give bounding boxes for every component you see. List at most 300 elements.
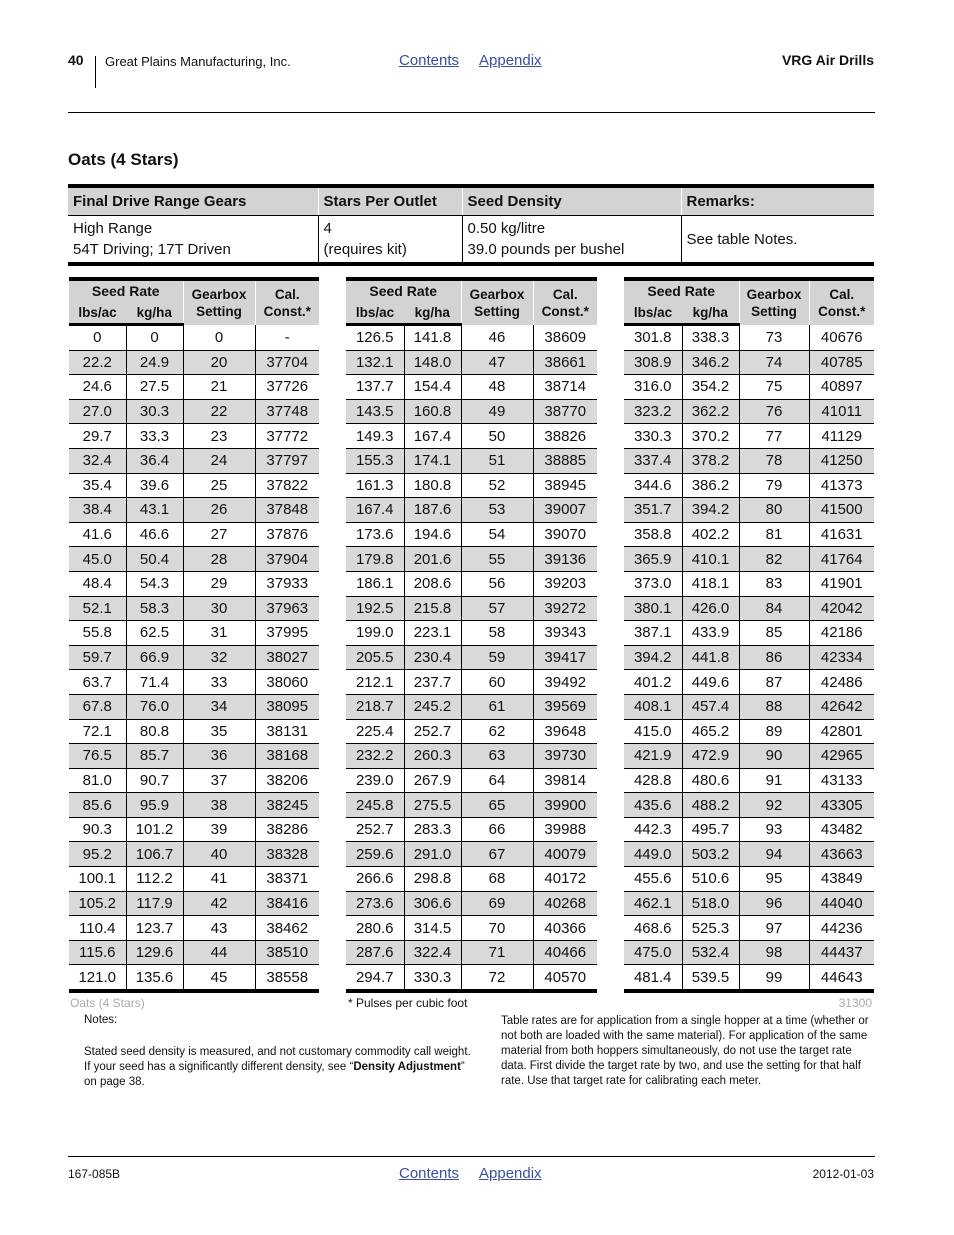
table-row — [69, 547, 319, 572]
cal-const-cell: 38095 — [255, 694, 319, 719]
table-row — [69, 670, 319, 695]
kg-ha-cell: 402.2 — [682, 522, 739, 547]
table-row — [69, 325, 319, 351]
gearbox-setting-cell: 30 — [183, 596, 255, 621]
gearbox-setting-cell: 98 — [739, 940, 809, 965]
kg-ha-cell: 237.7 — [404, 670, 461, 695]
gearbox-setting-cell: 33 — [183, 670, 255, 695]
gearbox-setting-cell: 81 — [739, 522, 809, 547]
cal-const-cell: 38945 — [533, 473, 597, 498]
gearbox-label: Gearbox — [746, 286, 802, 302]
table-row — [69, 793, 319, 818]
lbs-ac-cell: 212.1 — [346, 670, 404, 695]
cal-const-cell: 37904 — [255, 547, 319, 572]
table-row — [69, 350, 319, 375]
table-row — [69, 375, 319, 400]
kg-ha-cell: 433.9 — [682, 621, 739, 646]
gearbox-setting-cell: 31 — [183, 621, 255, 646]
kg-ha-cell: 135.6 — [126, 965, 183, 991]
product-title: VRG Air Drills — [781, 52, 874, 68]
kg-ha-cell: 426.0 — [682, 596, 739, 621]
kg-ha-cell: 76.0 — [126, 694, 183, 719]
gearbox-setting-cell: 32 — [183, 645, 255, 670]
cal-const-cell: 40897 — [809, 375, 874, 400]
cal-const-cell: 42486 — [809, 670, 874, 695]
cal-const-cell: 38558 — [255, 965, 319, 991]
table-row — [346, 547, 597, 572]
table-row — [69, 719, 319, 744]
kg-ha-cell: 0 — [126, 325, 183, 351]
gearbox-setting-cell: 22 — [183, 399, 255, 424]
summary-stars-cell — [318, 216, 462, 265]
summary-remarks-cell: See table Notes. — [681, 216, 874, 265]
kg-ha-cell: 418.1 — [682, 571, 739, 596]
gearbox-setting-cell: 79 — [739, 473, 809, 498]
kg-ha-cell: 123.7 — [126, 916, 183, 941]
table-row — [624, 498, 874, 523]
gearbox-setting-cell: 40 — [183, 842, 255, 867]
gearbox-setting-cell: 82 — [739, 547, 809, 572]
cal-const-cell: 40079 — [533, 842, 597, 867]
kg-ha-cell: 267.9 — [404, 768, 461, 793]
cal-const-cell: 44236 — [809, 916, 874, 941]
const-label: Const.* — [818, 303, 866, 319]
kg-ha-cell: 215.8 — [404, 596, 461, 621]
cal-const-cell: 40366 — [533, 916, 597, 941]
lbs-ac-cell: 167.4 — [346, 498, 404, 523]
gearbox-setting-cell: 74 — [739, 350, 809, 375]
gearbox-setting-cell: 73 — [739, 325, 809, 351]
kg-ha-cell: 354.2 — [682, 375, 739, 400]
kg-ha-header: kg/ha — [682, 301, 739, 325]
cal-const-cell: 39136 — [533, 547, 597, 572]
gearbox-setting-cell: 67 — [461, 842, 533, 867]
cal-const-header — [809, 279, 874, 325]
kg-ha-cell: 322.4 — [404, 940, 461, 965]
kg-ha-cell: 208.6 — [404, 571, 461, 596]
cal-const-cell: 39730 — [533, 744, 597, 769]
lbs-ac-cell: 41.6 — [69, 522, 126, 547]
kg-ha-cell: 532.4 — [682, 940, 739, 965]
cal-const-cell: 42042 — [809, 596, 874, 621]
cal-const-cell: 41901 — [809, 571, 874, 596]
kg-ha-cell: 201.6 — [404, 547, 461, 572]
lbs-ac-cell: 173.6 — [346, 522, 404, 547]
lbs-ac-cell: 449.0 — [624, 842, 682, 867]
kg-ha-cell: 503.2 — [682, 842, 739, 867]
summary-gears-cell — [68, 216, 318, 265]
table-row — [69, 424, 319, 449]
cal-const-cell: 37772 — [255, 424, 319, 449]
lbs-ac-header: lbs/ac — [69, 301, 126, 325]
lbs-ac-cell: 365.9 — [624, 547, 682, 572]
table-row — [69, 744, 319, 769]
table-row — [624, 424, 874, 449]
cal-label: Cal. — [274, 286, 300, 302]
kg-ha-cell: 129.6 — [126, 940, 183, 965]
lbs-ac-cell: 401.2 — [624, 670, 682, 695]
kg-ha-cell: 33.3 — [126, 424, 183, 449]
kg-ha-cell: 174.1 — [404, 448, 461, 473]
header-rule — [68, 112, 875, 113]
lbs-ac-cell: 442.3 — [624, 817, 682, 842]
summary-density-cell — [462, 216, 681, 265]
cal-const-cell: 41764 — [809, 547, 874, 572]
cal-const-cell: 40268 — [533, 891, 597, 916]
kg-ha-cell: 160.8 — [404, 399, 461, 424]
kg-ha-cell: 30.3 — [126, 399, 183, 424]
lbs-ac-cell: 387.1 — [624, 621, 682, 646]
notes-density-text-2: ” on page 38. — [84, 1061, 465, 1088]
gearbox-setting-cell: 91 — [739, 768, 809, 793]
table-row — [624, 571, 874, 596]
gearbox-setting-cell: 50 — [461, 424, 533, 449]
kg-ha-cell: 472.9 — [682, 744, 739, 769]
cal-const-cell: 38462 — [255, 916, 319, 941]
setting-label: Setting — [196, 303, 242, 319]
lbs-ac-cell: 199.0 — [346, 621, 404, 646]
cal-label: Cal. — [552, 286, 578, 302]
gearbox-setting-cell: 38 — [183, 793, 255, 818]
cal-const-cell: 39492 — [533, 670, 597, 695]
lbs-ac-cell: 232.2 — [346, 744, 404, 769]
lbs-ac-cell: 38.4 — [69, 498, 126, 523]
lbs-ac-cell: 330.3 — [624, 424, 682, 449]
kg-ha-cell: 39.6 — [126, 473, 183, 498]
kg-ha-cell: 314.5 — [404, 916, 461, 941]
lbs-ac-cell: 63.7 — [69, 670, 126, 695]
table-row — [69, 916, 319, 941]
kg-ha-cell: 370.2 — [682, 424, 739, 449]
cal-const-cell: 40785 — [809, 350, 874, 375]
cal-const-cell: 41250 — [809, 448, 874, 473]
cal-const-cell: 37797 — [255, 448, 319, 473]
cal-const-cell: 38416 — [255, 891, 319, 916]
gearbox-setting-cell: 76 — [739, 399, 809, 424]
gearbox-setting-cell: 37 — [183, 768, 255, 793]
seed-rate-header: Seed Rate — [346, 279, 461, 301]
kg-ha-cell: 275.5 — [404, 793, 461, 818]
lbs-ac-cell: 59.7 — [69, 645, 126, 670]
kg-ha-cell: 449.6 — [682, 670, 739, 695]
table-row — [69, 571, 319, 596]
cal-const-cell: 37822 — [255, 473, 319, 498]
table-row — [69, 473, 319, 498]
setting-label: Setting — [474, 303, 520, 319]
kg-ha-cell: 223.1 — [404, 621, 461, 646]
cal-const-header — [533, 279, 597, 325]
table-row — [346, 768, 597, 793]
lbs-ac-cell: 29.7 — [69, 424, 126, 449]
seed-rate-header: Seed Rate — [624, 279, 739, 301]
cal-label: Cal. — [829, 286, 855, 302]
density-adjustment-ref[interactable]: Density Adjustment — [353, 1061, 461, 1073]
lbs-ac-cell: 35.4 — [69, 473, 126, 498]
cal-const-cell: 41373 — [809, 473, 874, 498]
gearbox-setting-cell: 44 — [183, 940, 255, 965]
kg-ha-cell: 43.1 — [126, 498, 183, 523]
gearbox-setting-cell: 59 — [461, 645, 533, 670]
lbs-ac-cell: 121.0 — [69, 965, 126, 991]
density-line-1: 0.50 kg/litre — [467, 220, 546, 237]
table-row — [69, 842, 319, 867]
document-date: 2012-01-03 — [812, 1167, 874, 1181]
table-row — [624, 719, 874, 744]
lbs-ac-cell: 0 — [69, 325, 126, 351]
lbs-ac-cell: 316.0 — [624, 375, 682, 400]
cal-const-cell: 38826 — [533, 424, 597, 449]
table-row — [69, 768, 319, 793]
cal-const-cell: 37748 — [255, 399, 319, 424]
gearbox-setting-cell: 43 — [183, 916, 255, 941]
table-row — [69, 965, 319, 991]
table-row — [346, 793, 597, 818]
cal-const-cell: 39203 — [533, 571, 597, 596]
table-row — [69, 621, 319, 646]
gearbox-setting-header — [461, 279, 533, 325]
gearbox-setting-cell: 26 — [183, 498, 255, 523]
const-label: Const.* — [263, 303, 311, 319]
lbs-ac-cell: 192.5 — [346, 596, 404, 621]
lbs-ac-cell: 143.5 — [346, 399, 404, 424]
lbs-ac-cell: 55.8 — [69, 621, 126, 646]
pulses-footnote: * Pulses per cubic foot — [348, 996, 468, 1010]
lbs-ac-cell: 380.1 — [624, 596, 682, 621]
notes-density-text-1: Stated seed density is measured, and not customary commodity call weight. If your seed has a significantly different density, see “ — [84, 1046, 471, 1073]
gearbox-setting-cell: 83 — [739, 571, 809, 596]
table-row — [346, 522, 597, 547]
lbs-ac-cell: 462.1 — [624, 891, 682, 916]
kg-ha-cell: 54.3 — [126, 571, 183, 596]
table-row — [346, 448, 597, 473]
table-row — [624, 793, 874, 818]
lbs-ac-cell: 161.3 — [346, 473, 404, 498]
gearbox-setting-cell: 66 — [461, 817, 533, 842]
kg-ha-cell: 154.4 — [404, 375, 461, 400]
lbs-ac-cell: 415.0 — [624, 719, 682, 744]
gears-line-1: High Range — [73, 220, 153, 237]
appendix-link[interactable]: Appendix — [479, 52, 542, 69]
lbs-ac-cell: 245.8 — [346, 793, 404, 818]
lbs-ac-cell: 85.6 — [69, 793, 126, 818]
gearbox-setting-cell: 90 — [739, 744, 809, 769]
summary-header-remarks: Remarks: — [681, 186, 874, 216]
cal-const-cell: 44643 — [809, 965, 874, 991]
gearbox-setting-cell: 75 — [739, 375, 809, 400]
lbs-ac-cell: 90.3 — [69, 817, 126, 842]
lbs-ac-cell: 294.7 — [346, 965, 404, 991]
lbs-ac-cell: 421.9 — [624, 744, 682, 769]
lbs-ac-cell: 308.9 — [624, 350, 682, 375]
cal-const-cell: 38510 — [255, 940, 319, 965]
kg-ha-cell: 80.8 — [126, 719, 183, 744]
kg-ha-cell: 66.9 — [126, 645, 183, 670]
table-row — [346, 916, 597, 941]
kg-ha-cell: 362.2 — [682, 399, 739, 424]
lbs-ac-cell: 273.6 — [346, 891, 404, 916]
table-row — [346, 571, 597, 596]
cal-const-cell: 37963 — [255, 596, 319, 621]
lbs-ac-cell: 239.0 — [346, 768, 404, 793]
kg-ha-cell: 518.0 — [682, 891, 739, 916]
gearbox-setting-cell: 77 — [739, 424, 809, 449]
cal-const-cell: 39569 — [533, 694, 597, 719]
lbs-ac-cell: 186.1 — [346, 571, 404, 596]
cal-const-cell: 38885 — [533, 448, 597, 473]
notes-title: Notes: — [84, 1014, 118, 1026]
cal-const-cell: 38286 — [255, 817, 319, 842]
cal-const-cell: 43663 — [809, 842, 874, 867]
lbs-ac-cell: 110.4 — [69, 916, 126, 941]
contents-link[interactable]: Contents — [399, 52, 460, 69]
gearbox-setting-cell: 42 — [183, 891, 255, 916]
lbs-ac-cell: 105.2 — [69, 891, 126, 916]
gearbox-setting-header — [739, 279, 809, 325]
cal-const-cell: 40466 — [533, 940, 597, 965]
gearbox-setting-cell: 21 — [183, 375, 255, 400]
table-row — [624, 399, 874, 424]
summary-header-gears: Final Drive Range Gears — [68, 186, 318, 216]
gearbox-setting-cell: 80 — [739, 498, 809, 523]
gearbox-setting-cell: 94 — [739, 842, 809, 867]
kg-ha-cell: 525.3 — [682, 916, 739, 941]
cal-const-cell: 38060 — [255, 670, 319, 695]
kg-ha-cell: 141.8 — [404, 325, 461, 351]
cal-const-cell: 38661 — [533, 350, 597, 375]
cal-const-cell: 43482 — [809, 817, 874, 842]
footer-contents-link[interactable]: Contents — [399, 1165, 460, 1182]
cal-const-cell: 37933 — [255, 571, 319, 596]
lbs-ac-cell: 126.5 — [346, 325, 404, 351]
summary-table — [68, 184, 874, 266]
cal-const-cell: 39007 — [533, 498, 597, 523]
lbs-ac-cell: 179.8 — [346, 547, 404, 572]
kg-ha-cell: 167.4 — [404, 424, 461, 449]
gearbox-setting-cell: 58 — [461, 621, 533, 646]
lbs-ac-header: lbs/ac — [346, 301, 404, 325]
lbs-ac-cell: 95.2 — [69, 842, 126, 867]
kg-ha-cell: 441.8 — [682, 645, 739, 670]
table-row — [346, 891, 597, 916]
gearbox-setting-cell: 48 — [461, 375, 533, 400]
table-row — [69, 448, 319, 473]
stars-line-2: (requires kit) — [323, 241, 407, 258]
kg-ha-cell: 488.2 — [682, 793, 739, 818]
table-row — [624, 670, 874, 695]
kg-ha-cell: 291.0 — [404, 842, 461, 867]
lbs-ac-cell: 52.1 — [69, 596, 126, 621]
lbs-ac-cell: 280.6 — [346, 916, 404, 941]
cal-const-cell: 38371 — [255, 867, 319, 892]
seed-rate-table-1 — [69, 277, 319, 993]
cal-const-cell: 37704 — [255, 350, 319, 375]
table-row — [624, 916, 874, 941]
kg-ha-cell: 148.0 — [404, 350, 461, 375]
gearbox-setting-cell: 60 — [461, 670, 533, 695]
page-number: 40 — [68, 52, 84, 68]
lbs-ac-cell: 225.4 — [346, 719, 404, 744]
notes-density — [84, 1045, 474, 1090]
gearbox-setting-cell: 25 — [183, 473, 255, 498]
table-row — [624, 694, 874, 719]
lbs-ac-cell: 408.1 — [624, 694, 682, 719]
gearbox-setting-cell: 49 — [461, 399, 533, 424]
cal-const-cell: 42801 — [809, 719, 874, 744]
gearbox-setting-cell: 35 — [183, 719, 255, 744]
footer-appendix-link[interactable]: Appendix — [479, 1165, 542, 1182]
lbs-ac-cell: 218.7 — [346, 694, 404, 719]
lbs-ac-cell: 337.4 — [624, 448, 682, 473]
lbs-ac-cell: 266.6 — [346, 867, 404, 892]
gearbox-setting-cell: 46 — [461, 325, 533, 351]
kg-ha-cell: 36.4 — [126, 448, 183, 473]
gearbox-setting-cell: 51 — [461, 448, 533, 473]
gearbox-setting-cell: 95 — [739, 867, 809, 892]
cal-const-cell: 39417 — [533, 645, 597, 670]
table-row — [346, 645, 597, 670]
table-row — [346, 498, 597, 523]
kg-ha-cell: 106.7 — [126, 842, 183, 867]
cal-const-cell: 41631 — [809, 522, 874, 547]
cal-const-cell: 37726 — [255, 375, 319, 400]
cal-const-header — [255, 279, 319, 325]
gearbox-setting-cell: 29 — [183, 571, 255, 596]
gearbox-setting-cell: 86 — [739, 645, 809, 670]
lbs-ac-cell: 22.2 — [69, 350, 126, 375]
cal-const-cell: 38206 — [255, 768, 319, 793]
table-row — [346, 940, 597, 965]
lbs-ac-cell: 468.6 — [624, 916, 682, 941]
gearbox-setting-cell: 53 — [461, 498, 533, 523]
figure-number: 31300 — [838, 996, 872, 1010]
lbs-ac-cell: 344.6 — [624, 473, 682, 498]
lbs-ac-cell: 428.8 — [624, 768, 682, 793]
company-name: Great Plains Manufacturing, Inc. — [105, 54, 291, 69]
cal-const-cell: 41011 — [809, 399, 874, 424]
lbs-ac-cell: 48.4 — [69, 571, 126, 596]
lbs-ac-cell: 455.6 — [624, 867, 682, 892]
cal-const-cell: 38328 — [255, 842, 319, 867]
table-row — [69, 867, 319, 892]
table-row — [346, 350, 597, 375]
document-number: 167-085B — [68, 1167, 121, 1181]
cal-const-cell: 40172 — [533, 867, 597, 892]
table-row — [624, 325, 874, 351]
kg-ha-header: kg/ha — [404, 301, 461, 325]
table-row — [624, 891, 874, 916]
seed-rate-table-2 — [346, 277, 597, 993]
lbs-ac-cell: 301.8 — [624, 325, 682, 351]
table-row — [346, 424, 597, 449]
table-row — [624, 645, 874, 670]
kg-ha-cell: 245.2 — [404, 694, 461, 719]
gearbox-setting-cell: 28 — [183, 547, 255, 572]
notes-hopper: Table rates are for application from a single hopper at a time (whether or not both are loaded with the same material). For application of the same material from both hoppers simultaneously, do not use the target rate data. First divide the target rate by two, and use the setting for that half rate. Use that target rate for calibrating each meter. — [501, 1015, 869, 1087]
gearbox-setting-cell: 99 — [739, 965, 809, 991]
table-row — [624, 744, 874, 769]
cal-const-cell: - — [255, 325, 319, 351]
lbs-ac-cell: 45.0 — [69, 547, 126, 572]
gearbox-setting-cell: 27 — [183, 522, 255, 547]
table-row — [346, 325, 597, 351]
cal-const-cell: 41500 — [809, 498, 874, 523]
gearbox-setting-cell: 68 — [461, 867, 533, 892]
kg-ha-cell: 338.3 — [682, 325, 739, 351]
table-row — [69, 891, 319, 916]
cal-const-cell: 42186 — [809, 621, 874, 646]
cal-const-cell: 39343 — [533, 621, 597, 646]
cal-const-cell: 43305 — [809, 793, 874, 818]
